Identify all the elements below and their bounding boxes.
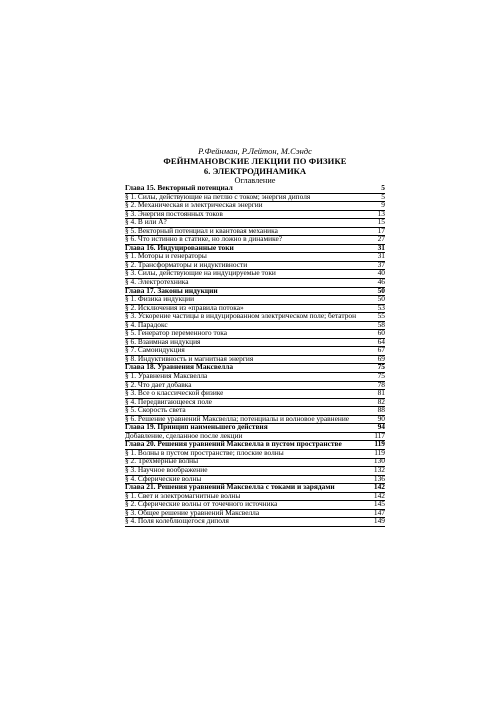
toc-entry-title: § 8. Индуктивность и магнитная энергия xyxy=(125,354,254,363)
toc-entry-title: § 5. Векторный потенциал и квантовая механика xyxy=(125,226,278,235)
toc-entry-page: 55 xyxy=(377,311,385,321)
toc-entry-title: Глава 19. Принцип наименьшего действия xyxy=(125,423,268,432)
toc-entry-title: § 1. Свет и электромагнитные волны xyxy=(125,491,241,500)
toc-entry-title: § 3. Научное воображение xyxy=(125,466,208,475)
volume-title: 6. ЭЛЕКТРОДИНАМИКА xyxy=(203,166,307,176)
toc-entry-title: § 1. Уравнения Максвелла xyxy=(125,372,208,381)
toc-entry-page: 27 xyxy=(377,234,385,244)
toc-entry-title: § 4. Парадокс xyxy=(125,320,168,329)
contents-heading: Оглавление xyxy=(234,176,276,185)
toc-entry-title: § 2. Что дает добавка xyxy=(125,380,192,389)
toc-entry-page: 81 xyxy=(377,388,385,398)
toc-entry-page: 5 xyxy=(381,182,385,192)
toc-entry-title: § 5. Скорость света xyxy=(125,406,186,415)
table-of-contents xyxy=(125,182,385,527)
toc-entry-title: § 4. Электротехника xyxy=(125,278,189,286)
toc-entry-page: 142 xyxy=(373,490,385,500)
toc-entry-page: 13 xyxy=(377,208,385,218)
toc-entry-page: 69 xyxy=(377,353,385,363)
toc-entry-page: 78 xyxy=(377,379,385,389)
toc-entry-title: Глава 18. Уравнения Максвелла xyxy=(125,363,234,372)
toc-entry-title: § 6. Решение уравнений Максвелла; потенциалы и волновое уравнение xyxy=(125,414,350,423)
toc-entry-page: 50 xyxy=(377,294,385,304)
toc-entry-page: 147 xyxy=(373,507,385,517)
toc-entry-title: § 1. Моторы и генераторы xyxy=(125,252,207,261)
toc-entry-page: 119 xyxy=(374,447,385,457)
toc-entry-page: 119 xyxy=(374,439,385,449)
toc-entry-title: § 3. Энергия постоянных токов xyxy=(125,209,223,218)
toc-entry-page: 75 xyxy=(377,362,385,372)
toc-entry-title: § 4. Передвигающееся поле xyxy=(125,397,212,406)
toc-entry-title: § 7. Самоиндукция xyxy=(125,346,185,355)
toc-entry-page: 9 xyxy=(381,200,385,210)
toc-entry-page: 117 xyxy=(374,430,385,440)
authors-line: Р.Фейнман, Р.Лейтон, М.Сэндс xyxy=(198,146,312,156)
toc-entry-title: Глава 21. Решения уравнений Максвелла с токами и зарядами xyxy=(125,483,335,492)
toc-entry-page: 31 xyxy=(377,242,385,252)
toc-entry-page: 37 xyxy=(377,259,385,269)
toc-entry-title: § 3. Силы, действующие на индуцируемые токи xyxy=(125,269,276,278)
toc-entry-page: 60 xyxy=(377,328,385,338)
toc-entry-page: 145 xyxy=(373,499,385,509)
toc-entry-page: 67 xyxy=(377,345,385,355)
toc-entry-page: 90 xyxy=(377,413,385,423)
toc-entry-page: 130 xyxy=(373,456,385,466)
toc-entry-title: § 6. Что истинно в статике, но ложно в динамике? xyxy=(125,235,283,244)
toc-entry-page: 5 xyxy=(381,191,385,201)
toc-entry-title: § 4. B или A? xyxy=(125,218,167,227)
toc-entry-title: § 3. Общее решение уравнений Максвелла xyxy=(125,508,260,517)
toc-entry-page: 53 xyxy=(377,302,385,312)
toc-entry-page: 88 xyxy=(377,405,385,415)
toc-entry-page: 31 xyxy=(377,251,385,261)
toc-entry-page: 17 xyxy=(377,225,385,235)
toc-section-row xyxy=(125,518,385,527)
toc-entry-title: § 2. Сферические волны от точечного источника xyxy=(125,500,278,509)
toc-entry-page: 132 xyxy=(373,465,385,475)
toc-entry-page: 82 xyxy=(377,396,385,406)
toc-entry-page: 46 xyxy=(377,277,385,286)
toc-entry-page: 149 xyxy=(373,516,385,526)
toc-entry-page: 58 xyxy=(377,319,385,329)
document-header xyxy=(125,146,385,186)
toc-entry-title: § 1. Физика индукции xyxy=(125,295,195,304)
book-title: ФЕЙНМАНОВСКИЕ ЛЕКЦИИ ПО ФИЗИКЕ xyxy=(163,156,347,166)
toc-entry-title: Глава 17. Законы индукции xyxy=(125,286,218,295)
toc-entry-title: § 4. Сферические волны xyxy=(125,474,202,483)
toc-entry-page: 136 xyxy=(373,473,385,483)
toc-entry-title: § 5. Генератор переменного тока xyxy=(125,329,228,338)
toc-entry-page: 142 xyxy=(373,482,385,492)
toc-entry-title: § 1. Силы, действующие на петлю с током; энергия диполя xyxy=(125,192,311,201)
toc-entry-title: Глава 20. Решения уравнений Максвелла в пустом пространстве xyxy=(125,440,342,449)
toc-entry-title: § 3. Ускорение частицы в индуцированном электрическом поле; бетатрон xyxy=(125,312,357,321)
toc-entry-page: 40 xyxy=(377,268,385,278)
toc-entry-title: Добавление, сделанное после лекции xyxy=(125,431,243,440)
toc-entry-title: § 2. Трансформаторы и индуктивности xyxy=(125,260,248,269)
toc-entry-title: § 2. Исключения из «правила потока» xyxy=(125,303,244,312)
toc-entry-title: § 2. Механическая и электрическая энергии xyxy=(125,201,263,210)
toc-entry-title: § 2. Трехмерные волны xyxy=(125,457,199,466)
toc-entry-page: 75 xyxy=(377,371,385,381)
toc-entry-page: 64 xyxy=(377,336,385,346)
toc-entry-title: § 3. Все о классической физике xyxy=(125,389,224,398)
toc-entry-page: 50 xyxy=(377,285,385,295)
toc-entry-title: Глава 16. Индуцированные токи xyxy=(125,243,234,252)
toc-entry-title: § 1. Волны в пустом пространстве; плоские волны xyxy=(125,448,284,457)
toc-entry-page: 94 xyxy=(377,422,385,432)
toc-entry-title: § 6. Взаимная индукция xyxy=(125,337,201,346)
toc-entry-title: § 4. Поля колеблющегося диполя xyxy=(125,517,229,526)
toc-entry-title: Глава 15. Векторный потенциал xyxy=(125,183,233,192)
toc-entry-page: 15 xyxy=(377,217,385,227)
